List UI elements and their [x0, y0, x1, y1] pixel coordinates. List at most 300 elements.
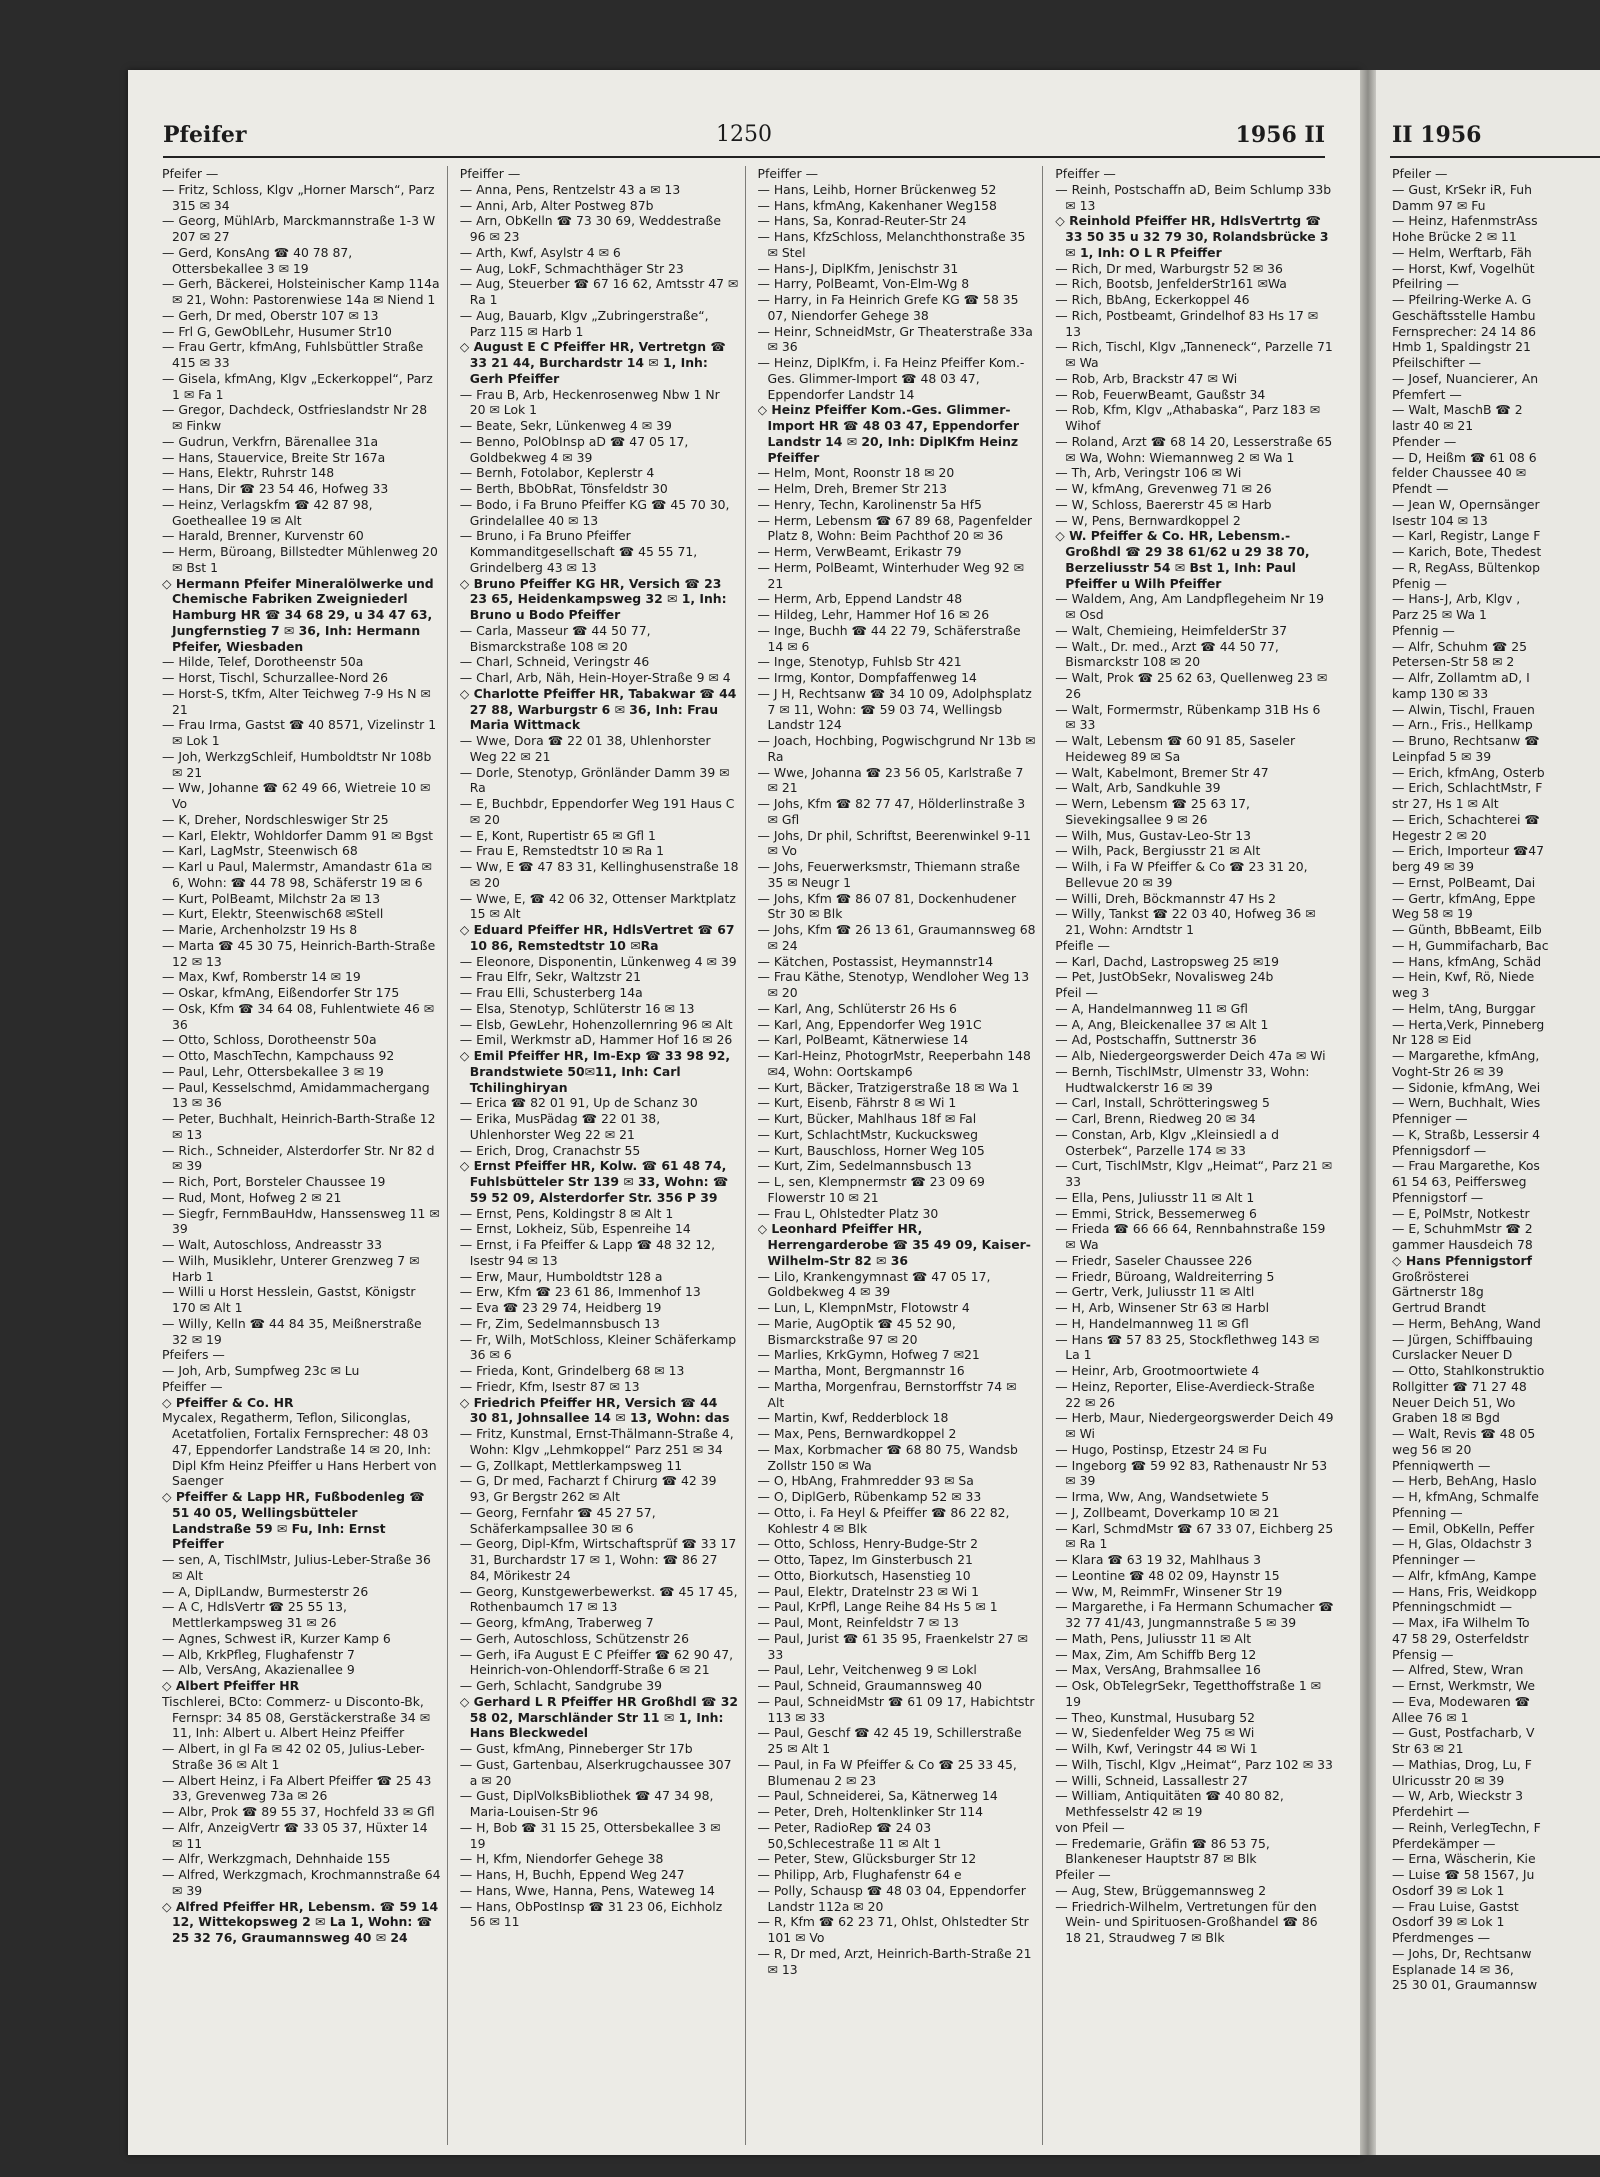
directory-entry: — G, Zollkapt, Mettlerkampsweg 11 — [459, 1457, 683, 1473]
directory-entry: Pfeifle — — [1055, 937, 1110, 953]
directory-entry: — Kurt, PolBeamt, Milchstr 2a ✉ 13 — [162, 890, 381, 906]
directory-entry: Mycalex, Regatherm, Teflon, Siliconglas, Acetatfolien, Fortalix Fernsprecher: 48 03 47, Eppendorfer Landstraße 14 ✉ 20, Inh: Dipl Kfm Heinz Pfeiffer u Hans Herbert von Saenger — [162, 1410, 437, 1489]
next-page-line: Pfendt — — [1392, 481, 1449, 496]
directory-entry: — Bruno, i Fa Bruno Pfeiffer Kommanditgesellschaft ☎ 45 55 71, Grindelberg 43 ✉ 13 — [459, 528, 698, 575]
directory-entry: — Herm, Büroang, Billstedter Mühlenweg 20 ✉ Bst 1 — [162, 544, 438, 575]
directory-entry: — Elsa, Stenotyp, Schlüterstr 16 ✉ 13 — [459, 1000, 695, 1016]
directory-entry: ◇ Hermann Pfeifer Mineralölwerke und Chemische Fabriken Zweigniederl Hamburg HR ☎ 34 68 29, u 34 47 63, Jungfernstieg 7 ✉ 36, Inh: Hermann Pfeifer, Wiesbaden — [162, 575, 434, 654]
directory-entry: ◇ Eduard Pfeiffer HR, HdlsVertret ☎ 67 10 86, Remstedtstr 10 ✉Ra — [459, 922, 735, 953]
book-gutter — [1360, 70, 1376, 2155]
directory-entry: — Frieda ☎ 66 66 64, Rennbahnstraße 159 ✉ Wa — [1055, 1221, 1326, 1252]
directory-entry: — Johs, Kfm ☎ 26 13 61, Graumannsweg 68 ✉ 24 — [757, 922, 1036, 953]
next-page-line: — Heinz, HafenmstrAss — [1392, 213, 1538, 229]
directory-entry: — Carl, Brenn, Riedweg 20 ✉ 34 — [1055, 1111, 1256, 1126]
directory-entry: — Gerh, Schlacht, Sandgrube 39 — [459, 1678, 663, 1693]
directory-entry: — Lun, L, KlempnMstr, Flotowstr 4 — [757, 1300, 970, 1315]
directory-entry: — Kurt, Bücker, Mahlhaus 18f ✉ Fal — [757, 1111, 977, 1126]
directory-entry: — Paul, Lehr, Ottersbekallee 3 ✉ 19 — [162, 1063, 384, 1079]
directory-entry: — Aug, LokF, Schmachthäger Str 23 — [459, 260, 684, 276]
directory-entry: — Gregor, Dachdeck, Ostfrieslandstr Nr 28 ✉ Finkw — [162, 402, 428, 433]
next-page-line: Hohe Brücke 2 ✉ 11 — [1392, 229, 1517, 244]
directory-entry: — Karl, LagMstr, Steenwisch 68 — [162, 843, 358, 859]
directory-columns — [162, 166, 1340, 2145]
directory-entry: — Carl, Install, Schrötteringsweg 5 — [1055, 1095, 1270, 1111]
next-page-line: — H, kfmAng, Schmalfe — [1392, 1489, 1539, 1504]
directory-entry: — Frl G, GewOblLehr, Husumer Str10 — [162, 323, 392, 339]
next-page-line: Hmb 1, Spaldingstr 21 — [1392, 339, 1531, 355]
directory-entry: — Frau E, Remstedtstr 10 ✉ Ra 1 — [459, 843, 665, 859]
directory-entry: — Rich., Schneider, Alsterdorfer Str. Nr 82 d ✉ 39 — [162, 1142, 435, 1174]
directory-entry: — Inge, Stenotyp, Fuhlsb Str 421 — [757, 654, 962, 670]
directory-entry: — Theo, Kunstmal, Husubarg 52 — [1055, 1709, 1255, 1725]
next-page-line: — Otto, Stahlkonstruktio — [1392, 1363, 1545, 1378]
directory-entry: — Friedr, Kfm, Isestr 87 ✉ 13 — [459, 1378, 640, 1394]
directory-entry: — Reinh, Postschaffn aD, Beim Schlump 33b ✉ 13 — [1055, 181, 1332, 213]
next-page-line: — Wern, Buchhalt, Wies — [1392, 1095, 1541, 1111]
directory-entry: — Paul, SchneidMstr ☎ 61 09 17, Habichtstr 113 ✉ 33 — [757, 1693, 1035, 1725]
directory-entry: — W, Pens, Bernwardkoppel 2 — [1055, 512, 1241, 528]
directory-entry: — Georg, MühlArb, Marckmannstraße 1-3 W 207 ✉ 27 — [162, 213, 436, 244]
directory-entry: — Max, Pens, Bernwardkoppel 2 — [757, 1426, 957, 1441]
directory-entry: — Waldem, Ang, Am Landpflegeheim Nr 19 ✉ Osd — [1055, 591, 1325, 622]
next-page-line: Curslacker Neuer D — [1392, 1347, 1513, 1363]
directory-entry: — Dorle, Stenotyp, Grönländer Damm 39 ✉ Ra — [459, 764, 730, 796]
directory-entry: — Erica ☎ 82 01 91, Up de Schanz 30 — [459, 1095, 698, 1111]
directory-entry: Tischlerei, BCto: Commerz- u Disconto-Bk, Fernspr: 34 85 08, Gerstäckerstraße 34 ✉ 11, Inh: Albert u. Albert Heinz Pfeiffer — [162, 1693, 431, 1741]
next-page-edge — [1376, 70, 1600, 2155]
next-page-line: — Alwin, Tischl, Frauen — [1392, 701, 1535, 717]
directory-entry: — Hans, Dir ☎ 23 54 46, Hofweg 33 — [162, 481, 389, 496]
directory-entry: — Pet, JustObSekr, Novalisweg 24b — [1055, 969, 1274, 985]
next-page-line: — Reinh, VerlegTechn, F — [1392, 1819, 1541, 1835]
directory-entry: — Wilh, Mus, Gustav-Leo-Str 13 — [1055, 827, 1251, 843]
directory-entry: — Paul, Kesselschmd, Amidammachergang 13 ✉ 36 — [162, 1079, 430, 1111]
directory-entry: — A, Ang, Bleickenallee 37 ✉ Alt 1 — [1055, 1016, 1269, 1032]
next-page-line: Gärtnerstr 18g — [1392, 1284, 1484, 1300]
next-page-line: Leinpfad 5 ✉ 39 — [1392, 748, 1492, 764]
next-page-line: 25 30 01, Graumannsw — [1392, 1977, 1538, 1993]
directory-entry: — E, Buchbdr, Eppendorfer Weg 191 Haus C ✉ 20 — [459, 796, 735, 827]
next-page-line: Pferdmenges — — [1392, 1930, 1491, 1945]
directory-entry: — Carla, Masseur ☎ 44 50 77, Bismarckstraße 108 ✉ 20 — [459, 622, 651, 654]
directory-entry: — Alfr, AnzeigVertr ☎ 33 05 37, Hüxter 14 ✉ 11 — [162, 1819, 428, 1851]
directory-entry: — Siegfr, FernmBauHdw, Hanssensweg 11 ✉ 39 — [162, 1205, 440, 1237]
next-page-line: — Josef, Nuancierer, An — [1392, 370, 1539, 386]
next-page-line: kamp 130 ✉ 33 — [1392, 685, 1489, 701]
directory-entry: — Philipp, Arb, Flughafenstr 64 e — [757, 1867, 962, 1882]
next-page-line: Pfeilring — — [1392, 276, 1459, 292]
directory-entry: — Polly, Schausp ☎ 48 03 04, Eppendorfer Landstr 112a ✉ 20 — [757, 1882, 1026, 1914]
next-page-line: Geschäftsstelle Hambu — [1392, 307, 1536, 323]
directory-entry: — Willi, Schneid, Lassallestr 27 — [1055, 1772, 1249, 1788]
directory-entry: — Paul, Lehr, Veitchenweg 9 ✉ Lokl — [757, 1662, 977, 1678]
directory-entry: — Frau Elli, Schusterberg 14a — [459, 985, 643, 1000]
directory-entry: ◇ Pfeiffer & Co. HR — [162, 1394, 294, 1410]
next-page-line: Osdorf 39 ✉ Lok 1 — [1392, 1882, 1505, 1898]
directory-entry: — Kurt, Elektr, Steenwisch68 ✉Stell — [162, 906, 384, 922]
directory-entry: — Beate, Sekr, Lünkenweg 4 ✉ 39 — [459, 418, 672, 433]
next-page-line: — Erich, kfmAng, Osterb — [1392, 764, 1545, 780]
next-page-line: Pfennigstorf — — [1392, 1189, 1484, 1205]
directory-entry: — Alfred, Werkzgmach, Krochmannstraße 64 ✉ 39 — [162, 1867, 441, 1898]
directory-entry: — Rich, Postbeamt, Grindelhof 83 Hs 17 ✉ 13 — [1055, 307, 1319, 339]
directory-entry: — H, Kfm, Niendorfer Gehege 38 — [459, 1851, 664, 1867]
directory-entry: — Arth, Kwf, Asylstr 4 ✉ 6 — [459, 244, 621, 260]
directory-entry: — Peter, RadioRep ☎ 24 03 50,Schlecestraße 11 ✉ Alt 1 — [757, 1819, 942, 1851]
directory-entry: — Constan, Arb, Klgv „Kleinsiedl a d Osterbek“, Parzelle 174 ✉ 33 — [1055, 1126, 1279, 1158]
directory-entry: — Albr, Prok ☎ 89 55 37, Hochfeld 33 ✉ Gfl — [162, 1804, 435, 1819]
directory-entry: — Bernh, TischlMstr, Ulmenstr 33, Wohn: Hudtwalckerstr 16 ✉ 39 — [1055, 1063, 1310, 1095]
header-rule — [163, 156, 1325, 158]
directory-entry: — Karl, Ang, Eppendorfer Weg 191C — [757, 1016, 982, 1032]
directory-entry: — Aug, Steuerber ☎ 67 16 62, Amtsstr 47 ✉ Ra 1 — [459, 276, 739, 307]
directory-entry: ◇ W. Pfeiffer & Co. HR, Lebensm.-Großhdl ☎ 29 38 61/62 u 29 38 70, Berzeliusstr 54 ✉ Bst 1, Inh: Paul Pfeiffer u Wilh Pfeiffer — [1055, 528, 1310, 591]
directory-entry: — Bodo, i Fa Bruno Pfeiffer KG ☎ 45 70 30, Grindelallee 40 ✉ 13 — [459, 496, 730, 528]
directory-entry: — Gerd, KonsAng ☎ 40 78 87, Ottersbekallee 3 ✉ 19 — [162, 244, 353, 276]
next-page-line: — Karich, Bote, Thedest — [1392, 544, 1542, 559]
directory-entry: ◇ Pfeiffer & Lapp HR, Fußbodenleg ☎ 51 40 05, Wellingsbütteler Landstraße 59 ✉ Fu, Inh: Ernst Pfeiffer — [162, 1489, 425, 1552]
directory-entry: — Georg, Kunstgewerbewerkst. ☎ 45 17 45, Rothenbaumch 17 ✉ 13 — [459, 1583, 738, 1615]
directory-entry: — Georg, Dipl-Kfm, Wirtschaftsprüf ☎ 33 17 31, Burchardstr 17 ✉ 1, Wohn: ☎ 86 27 84, Mörikestr 24 — [459, 1536, 737, 1583]
directory-entry: — Karl, Dachd, Lastropsweg 25 ✉19 — [1055, 953, 1279, 969]
directory-entry: — Frau Irma, Gastst ☎ 40 8571, Vizelinstr 1 ✉ Lok 1 — [162, 717, 437, 748]
next-page-line: Pfensig — — [1392, 1646, 1454, 1662]
directory-entry: — Friedr, Saseler Chaussee 226 — [1055, 1252, 1253, 1268]
directory-entry: — L, sen, Klempnermstr ☎ 23 09 69 Flowerstr 10 ✉ 21 — [757, 1174, 985, 1205]
next-page-line: Gertrud Brandt — [1392, 1300, 1486, 1315]
next-page-line: — Herm, BehAng, Wand — [1392, 1315, 1541, 1331]
directory-entry: — Martha, Morgenfrau, Bernstorffstr 74 ✉ Alt — [757, 1378, 1017, 1410]
directory-entry: — Hans, Leihb, Horner Brückenweg 52 — [757, 181, 997, 197]
directory-entry: — Kurt, Eisenb, Fährstr 8 ✉ Wi 1 — [757, 1095, 957, 1111]
directory-entry: — Frieda, Kont, Grindelberg 68 ✉ 13 — [459, 1363, 685, 1378]
directory-entry: — Kätchen, Postassist, Heymannstr14 — [757, 953, 994, 969]
directory-entry: ◇ Bruno Pfeiffer KG HR, Versich ☎ 23 23 65, Heidenkampsweg 32 ✉ 1, Inh: Bruno u Bodo Pfeiffer — [459, 575, 727, 622]
directory-entry: — O, DiplGerb, Rübenkamp 52 ✉ 33 — [757, 1489, 982, 1504]
directory-entry: — Karl, Ang, Schlüterstr 26 Hs 6 — [757, 1000, 957, 1016]
directory-entry: — Alb, Niedergeorgswerder Deich 47a ✉ Wi — [1055, 1048, 1326, 1063]
directory-entry: ◇ Emil Pfeiffer HR, Im-Exp ☎ 33 98 92, Brandstwiete 50✉11, Inh: Carl Tchilinghiryan — [459, 1048, 731, 1095]
directory-entry: — Gerh, Dr med, Oberstr 107 ✉ 13 — [162, 307, 379, 323]
directory-entry: — Willy, Kelln ☎ 44 84 35, Meißnerstraße 32 ✉ 19 — [162, 1315, 422, 1347]
directory-entry: — Herm, VerwBeamt, Erikastr 79 — [757, 544, 962, 559]
page-number: 1250 — [716, 122, 772, 147]
next-page-line: — W, Arb, Wieckstr 3 — [1392, 1788, 1524, 1804]
directory-entry: — Heinz, DiplKfm, i. Fa Heinz Pfeiffer Kom.-Ges. Glimmer-Import ☎ 48 03 47, Eppendorfer Landstr 14 — [757, 355, 1025, 402]
next-page-line: Isestr 104 ✉ 13 — [1392, 512, 1488, 528]
directory-entry: — Osk, Kfm ☎ 34 64 08, Fuhlentwiete 46 ✉ 36 — [162, 1000, 435, 1032]
directory-entry: — Hans, H, Buchh, Eppend Weg 247 — [459, 1867, 685, 1882]
directory-entry: Pfeiler — — [1055, 1867, 1111, 1882]
directory-entry: — Marie, Archenholzstr 19 Hs 8 — [162, 922, 358, 937]
directory-entry: — Friedr, Büroang, Waldreiterring 5 — [1055, 1268, 1275, 1284]
directory-entry: — Anna, Pens, Rentzelstr 43 a ✉ 13 — [459, 181, 681, 197]
directory-entry: — Kurt, Zim, Sedelmannsbusch 13 — [757, 1158, 972, 1174]
directory-entry: — Peter, Buchhalt, Heinrich-Barth-Straße 12 ✉ 13 — [162, 1111, 436, 1142]
directory-entry: — Ad, Postschaffn, Suttnerstr 36 — [1055, 1032, 1257, 1048]
directory-entry: — Martha, Mont, Bergmannstr 16 — [757, 1363, 965, 1378]
directory-entry: — Wwe, Dora ☎ 22 01 38, Uhlenhorster Weg 22 ✉ 21 — [459, 733, 711, 764]
directory-entry: — Rob, Kfm, Klgv „Athabaska“, Parz 183 ✉ Wihof — [1055, 402, 1321, 433]
directory-entry: — Paul, KrPfl, Lange Reihe 84 Hs 5 ✉ 1 — [757, 1599, 998, 1615]
directory-entry: ◇ Gerhard L R Pfeiffer HR Großhdl ☎ 32 58 02, Marschländer Str 11 ✉ 1, Inh: Hans Bleckwedel — [459, 1693, 738, 1741]
directory-entry: — R, Dr med, Arzt, Heinrich-Barth-Straße 21 ✉ 13 — [757, 1945, 1032, 1977]
directory-entry: — Frau L, Ohlstedter Platz 30 — [757, 1205, 939, 1221]
directory-entry: — Hans, KfzSchloss, Melanchthonstraße 35 ✉ Stel — [757, 229, 1026, 260]
directory-entry: — Walt, Formermstr, Rübenkamp 31B Hs 6 ✉ 33 — [1055, 701, 1321, 733]
column-2 — [460, 166, 746, 2145]
directory-entry: — Oskar, kfmAng, Eißendorfer Str 175 — [162, 985, 400, 1000]
next-page-line: Pferdekämper — — [1392, 1835, 1496, 1851]
directory-entry: — Kurt, SchlachtMstr, Kuckucksweg — [757, 1126, 978, 1142]
directory-entry: — H, Arb, Winsener Str 63 ✉ Harbl — [1055, 1300, 1270, 1315]
directory-entry: — Emmi, Strick, Bessemerweg 6 — [1055, 1205, 1257, 1221]
directory-entry: — H, Handelmannweg 11 ✉ Gfl — [1055, 1315, 1249, 1331]
directory-entry: — Albert, in gl Fa ✉ 42 02 05, Julius-Leber-Straße 36 ✉ Alt 1 — [162, 1741, 425, 1772]
directory-entry: — Margarethe, i Fa Hermann Schumacher ☎ 32 77 41/43, Jungmannstraße 5 ✉ 39 — [1055, 1599, 1334, 1630]
directory-entry: ◇ Reinhold Pfeiffer HR, HdlsVertrtg ☎ 33 50 35 u 32 79 30, Rolandsbrücke 3 ✉ 1, Inh: O L R Pfeiffer — [1055, 213, 1329, 260]
directory-entry: — Gerh, iFa August E C Pfeiffer ☎ 62 90 47, Heinrich-von-Ohlendorff-Straße 6 ✉ 21 — [459, 1646, 734, 1678]
directory-entry: — Albert Heinz, i Fa Albert Pfeiffer ☎ 25 43 33, Grevenweg 73a ✉ 26 — [162, 1772, 432, 1804]
directory-entry: — Erw, Maur, Humboldtstr 128 a — [459, 1268, 663, 1284]
directory-entry: ◇ Leonhard Pfeiffer HR, Herrengarderobe ☎ 35 49 09, Kaiser-Wilhelm-Str 82 ✉ 36 — [757, 1221, 1031, 1268]
next-page-line: Voght-Str 26 ✉ 39 — [1392, 1063, 1504, 1079]
next-page-line: gammer Hausdeich 78 — [1392, 1237, 1533, 1252]
next-page-line: — Hans, Fris, Weidkopp — [1392, 1583, 1538, 1599]
directory-entry: — Willi u Horst Hesslein, Gastst, Königstr 170 ✉ Alt 1 — [162, 1284, 416, 1315]
directory-entry: — Wilh, Pack, Bergiusstr 21 ✉ Alt — [1055, 843, 1261, 859]
next-page-line: — Horst, Kwf, Vogelhüt — [1392, 260, 1535, 276]
directory-entry: Pfeiffer — — [162, 1378, 223, 1394]
next-page-line: — Frau Margarethe, Kos — [1392, 1158, 1540, 1174]
directory-entry: — Hugo, Postinsp, Etzestr 24 ✉ Fu — [1055, 1441, 1267, 1457]
next-page-line: Petersen-Str 58 ✉ 2 — [1392, 654, 1515, 670]
directory-entry: — Bernh, Fotolabor, Keplerstr 4 — [459, 465, 655, 481]
next-page-line: lastr 40 ✉ 21 — [1392, 418, 1474, 433]
directory-entry: — Kurt, Bauschloss, Horner Weg 105 — [757, 1142, 985, 1158]
next-page-line: Neuer Deich 51, Wo — [1392, 1394, 1516, 1410]
directory-entry: — Otto, Schloss, Dorotheenstr 50a — [162, 1032, 377, 1048]
directory-entry: — Rich, Tischl, Klgv „Tanneneck“, Parzelle 71 ✉ Wa — [1055, 339, 1333, 370]
next-page-line: — Ernst, Werkmstr, We — [1392, 1678, 1535, 1693]
next-page-line: — Gertr, kfmAng, Eppe — [1392, 890, 1536, 906]
directory-entry: — sen, A, TischlMstr, Julius-Leber-Straße 36 ✉ Alt — [162, 1552, 431, 1583]
directory-entry: — Ernst, Lokheiz, Süb, Espenreihe 14 — [459, 1221, 691, 1237]
directory-entry: — Paul, Mont, Reinfeldstr 7 ✉ 13 — [757, 1615, 959, 1630]
directory-entry: — Johs, Feuerwerksmstr, Thiemann straße 35 ✉ Neugr 1 — [757, 859, 1020, 890]
directory-entry: — Anni, Arb, Alter Postweg 87b — [459, 197, 654, 213]
directory-entry: ◇ Alfred Pfeiffer HR, Lebensm. ☎ 59 14 12, Wittekopsweg 2 ✉ La 1, Wohn: ☎ 25 32 76, Graumannsweg 40 ✉ 24 — [162, 1898, 439, 1945]
directory-entry: — Leontine ☎ 48 02 09, Haynstr 15 — [1055, 1567, 1280, 1583]
directory-entry: — Rob, Arb, Brackstr 47 ✉ Wi — [1055, 370, 1238, 386]
directory-entry: — Paul, Schneiderei, Sa, Kätnerweg 14 — [757, 1788, 998, 1804]
directory-entry: — Math, Pens, Juliusstr 11 ✉ Alt — [1055, 1630, 1252, 1646]
next-page-line: — R, RegAss, Bültenkop — [1392, 559, 1540, 575]
directory-entry: von Pfeil — — [1055, 1819, 1125, 1835]
next-page-line: weg 56 ✉ 20 — [1392, 1441, 1472, 1457]
next-page-line: — Sidonie, kfmAng, Wei — [1392, 1079, 1541, 1095]
next-page-line: — Helm, tAng, Burggar — [1392, 1000, 1536, 1016]
next-page-line: Parz 25 ✉ Wa 1 — [1392, 607, 1487, 622]
directory-entry: — Paul, Elektr, Dratelnstr 23 ✉ Wi 1 — [757, 1583, 980, 1599]
directory-entry: — Walt, Kabelmont, Bremer Str 47 — [1055, 764, 1269, 780]
directory-entry: — W, Schloss, Baererstr 45 ✉ Harb — [1055, 496, 1272, 512]
next-page-line: — Hein, Kwf, Rö, Niede — [1392, 969, 1535, 985]
directory-entry: — Ernst, i Fa Pfeiffer & Lapp ☎ 48 32 12, Isestr 94 ✉ 13 — [459, 1237, 716, 1268]
directory-entry: — Hans, ObPostInsp ☎ 31 23 06, Eichholz 56 ✉ 11 — [459, 1898, 723, 1930]
directory-entry: — Alb, KrkPfleg, Flughafenstr 7 — [162, 1646, 355, 1662]
next-page-line: Großrösterei — [1392, 1268, 1470, 1284]
directory-entry: — Willi, Dreh, Böckmannstr 47 Hs 2 — [1055, 890, 1277, 906]
directory-entry: — W, kfmAng, Grevenweg 71 ✉ 26 — [1055, 481, 1272, 496]
next-page-line: Str 63 ✉ 21 — [1392, 1741, 1464, 1756]
directory-entry: — Emil, Werkmstr aD, Hammer Hof 16 ✉ 26 — [459, 1032, 733, 1048]
next-page-line: Pferdehirt — — [1392, 1804, 1470, 1819]
next-page-line: 47 58 29, Osterfeldstr — [1392, 1630, 1529, 1646]
next-page-line: Pfennig — — [1392, 622, 1455, 638]
directory-entry: — H, Bob ☎ 31 15 25, Ottersbekallee 3 ✉ 19 — [459, 1819, 721, 1851]
directory-entry: — Arn, ObKelln ☎ 73 30 69, Weddestraße 96 ✉ 23 — [459, 213, 721, 244]
next-page-line: Osdorf 39 ✉ Lok 1 — [1392, 1914, 1505, 1930]
directory-entry: — Th, Arb, Veringstr 106 ✉ Wi — [1055, 465, 1242, 481]
directory-entry: — Karl, SchmdMstr ☎ 67 33 07, Eichberg 25 ✉ Ra 1 — [1055, 1520, 1334, 1552]
directory-entry: — Heinz, Reporter, Elise-Averdieck-Straße 22 ✉ 26 — [1055, 1378, 1315, 1410]
next-page-line: weg 3 — [1392, 985, 1430, 1000]
next-page-line: — Eva, Modewaren ☎ — [1392, 1693, 1531, 1709]
next-page-header-rule — [1390, 156, 1600, 158]
next-page-line: Pfenniqwerth — — [1392, 1457, 1491, 1473]
directory-entry: — Rud, Mont, Hofweg 2 ✉ 21 — [162, 1189, 342, 1205]
directory-entry: — Fredemarie, Gräfin ☎ 86 53 75, Blankeneser Hauptstr 87 ✉ Blk — [1055, 1835, 1270, 1867]
directory-entry: — Berth, BbObRat, Tönsfeldstr 30 — [459, 481, 668, 496]
directory-entry: — Erika, MusPädag ☎ 22 01 38, Uhlenhorster Weg 22 ✉ 21 — [459, 1111, 661, 1142]
directory-entry: — Rich, Port, Borsteler Chaussee 19 — [162, 1174, 386, 1189]
directory-entry: — Herm, Lebensm ☎ 67 89 68, Pagenfelder Platz 8, Wohn: Beim Pachthof 20 ✉ 36 — [757, 512, 1032, 544]
directory-entry: — Gudrun, Verkfrn, Bärenallee 31a — [162, 433, 379, 449]
next-page-line: — Max, iFa Wilhelm To — [1392, 1615, 1530, 1630]
directory-entry: ◇ Albert Pfeiffer HR — [162, 1678, 300, 1693]
directory-entry: Pfeifer — — [162, 166, 219, 181]
directory-entry: — Walt., Dr. med., Arzt ☎ 44 50 77, Bismarckstr 108 ✉ 20 — [1055, 638, 1279, 670]
directory-entry: — A, DiplLandw, Burmesterstr 26 — [162, 1583, 369, 1599]
directory-entry: — Peter, Dreh, Holtenklinker Str 114 — [757, 1804, 984, 1819]
directory-entry: — Ww, Johanne ☎ 62 49 66, Wietreie 10 ✉ Vo — [162, 780, 431, 811]
directory-entry: — Elsb, GewLehr, Hohenzollernring 96 ✉ Alt — [459, 1016, 733, 1032]
next-page-line: — Margarethe, kfmAng, — [1392, 1048, 1540, 1063]
next-page-line: Pfenning — — [1392, 1504, 1463, 1520]
next-page-line: berg 49 ✉ 39 — [1392, 859, 1474, 874]
directory-entry: — Marta ☎ 45 30 75, Heinrich-Barth-Straße 12 ✉ 13 — [162, 937, 436, 969]
directory-entry: — Hildeg, Lehr, Hammer Hof 16 ✉ 26 — [757, 607, 990, 622]
next-page-line: — Hans, kfmAng, Schäd — [1392, 953, 1542, 969]
next-page-line: Pfeilschifter — — [1392, 355, 1481, 370]
directory-entry: — Friedrich-Wilhelm, Vertretungen für den Wein- und Spirituosen-Großhandel ☎ 86 18 21, Straudweg 7 ✉ Blk — [1055, 1898, 1318, 1945]
directory-entry: — Joh, WerkzgSchleif, Humboldtstr Nr 108b ✉ 21 — [162, 748, 432, 780]
directory-entry: — E, Kont, Rupertistr 65 ✉ Gfl 1 — [459, 827, 656, 843]
directory-entry: — Gust, DiplVolksBibliothek ☎ 47 34 98, Maria-Louisen-Str 96 — [459, 1788, 714, 1819]
directory-entry: — Lilo, Krankengymnast ☎ 47 05 17, Goldbekweg 4 ✉ 39 — [757, 1268, 991, 1300]
directory-entry: — Walt, Chemieing, HeimfelderStr 37 — [1055, 622, 1288, 638]
directory-entry: — Ernst, Pens, Koldingstr 8 ✉ Alt 1 — [459, 1205, 674, 1221]
next-page-line: ◇ Hans Pfennigstorf — [1392, 1252, 1533, 1268]
directory-entry: — Walt, Prok ☎ 25 62 63, Quellenweg 23 ✉ 26 — [1055, 670, 1328, 701]
next-page-line: Hegestr 2 ✉ 20 — [1392, 827, 1487, 843]
header-keyword: Pfeifer — [163, 122, 247, 148]
directory-entry: Pfeiffer — — [459, 166, 521, 181]
next-page-line: — H, Glas, Oldachstr 3 — [1392, 1536, 1533, 1552]
directory-entry: Pfeifers — — [162, 1347, 225, 1363]
directory-entry: — Harry, in Fa Heinrich Grefe KG ☎ 58 35 07, Niendorfer Gehege 38 — [757, 292, 1019, 323]
next-page-line: Esplanade 14 ✉ 36, — [1392, 1961, 1514, 1977]
directory-entry: — William, Antiquitäten ☎ 40 80 82, Methfesselstr 42 ✉ 19 — [1055, 1788, 1284, 1819]
directory-entry: — Otto, i. Fa Heyl & Pfeiffer ☎ 86 22 82, Kohlestr 4 ✉ Blk — [757, 1504, 1010, 1536]
directory-entry: — Osk, ObTelegrSekr, Tegetthoffstraße 1 ✉ 19 — [1055, 1678, 1322, 1709]
directory-entry: — Johs, Kfm ☎ 86 07 81, Dockenhudener Str 30 ✉ Blk — [757, 890, 1017, 922]
directory-entry: — Paul, in Fa W Pfeiffer & Co ☎ 25 33 45, Blumenau 2 ✉ 23 — [757, 1756, 1017, 1788]
next-page-line: Pfemfert — — [1392, 386, 1462, 402]
page-header — [163, 122, 1325, 156]
next-page-line: Rollgitter ☎ 71 27 48 — [1392, 1378, 1527, 1394]
directory-entry: — Alfr, Werkzgmach, Dehnhaide 155 — [162, 1851, 391, 1867]
column-4 — [1055, 166, 1340, 2145]
directory-entry: — Rich, Dr med, Warburgstr 52 ✉ 36 — [1055, 260, 1283, 276]
directory-entry: — Klara ☎ 63 19 32, Mahlhaus 3 — [1055, 1552, 1261, 1567]
directory-entry: — K, Dreher, Nordschleswiger Str 25 — [162, 811, 389, 827]
directory-entry: — Otto, MaschTechn, Kampchauss 92 — [162, 1048, 395, 1063]
directory-entry: — R, Kfm ☎ 62 23 71, Ohlst, Ohlstedter Str 101 ✉ Vo — [757, 1914, 1029, 1945]
directory-entry: — Ww, M, ReimmFr, Winsener Str 19 — [1055, 1583, 1283, 1599]
directory-entry: — Hans, Sa, Konrad-Reuter-Str 24 — [757, 213, 967, 229]
directory-entry: — Benno, PolObInsp aD ☎ 47 05 17, Goldbekweg 4 ✉ 39 — [459, 433, 689, 465]
next-page-line: — Gust, Postfacharb, V — [1392, 1725, 1535, 1741]
next-page-line: — Alfr, Zollamtm aD, I — [1392, 670, 1530, 685]
directory-entry: — Gerh, Autoschloss, Schützenstr 26 — [459, 1630, 689, 1646]
directory-entry: — Karl u Paul, Malermstr, Amandastr 61a ✉ 6, Wohn: ☎ 44 78 98, Schäferstr 19 ✉ 6 — [162, 859, 432, 890]
directory-entry: — Gertr, Verk, Juliusstr 11 ✉ Altl — [1055, 1284, 1255, 1300]
directory-entry: — Hans, Stauervice, Breite Str 167a — [162, 449, 386, 465]
directory-entry: — Otto, Schloss, Henry-Budge-Str 2 — [757, 1536, 978, 1552]
directory-entry: — J H, Rechtsanw ☎ 34 10 09, Adolphsplatz 7 ✉ 11, Wohn: ☎ 59 03 74, Wellingsb Landstr 124 — [757, 685, 1032, 733]
directory-page — [128, 70, 1360, 2155]
directory-entry: ◇ Ernst Pfeiffer HR, Kolw. ☎ 61 48 74, Fuhlsbütteler Str 139 ✉ 33, Wohn: ☎ 59 52 09, Alsterdorfer Str. 356 P 39 — [459, 1158, 729, 1205]
next-page-line: 61 54 63, Peiffersweg — [1392, 1174, 1527, 1189]
directory-entry: — Inge, Buchh ☎ 44 22 79, Schäferstraße 14 ✉ 6 — [757, 622, 1021, 654]
directory-entry: — G, Dr med, Facharzt f Chirurg ☎ 42 39 93, Gr Bergstr 262 ✉ Alt — [459, 1473, 717, 1504]
next-page-line: — E, PolMstr, Notkestr — [1392, 1205, 1530, 1221]
directory-entry: — Eva ☎ 23 29 74, Heidberg 19 — [459, 1300, 662, 1315]
directory-entry: — Eleonore, Disponentin, Lünkenweg 4 ✉ 39 — [459, 953, 737, 969]
directory-entry: — Irmg, Kontor, Dompfaffenweg 14 — [757, 670, 977, 685]
directory-entry: — W, Siedenfelder Weg 75 ✉ Wi — [1055, 1725, 1255, 1741]
directory-entry: — Wwe, E, ☎ 42 06 32, Ottenser Marktplatz 15 ✉ Alt — [459, 890, 736, 922]
next-page-line: — D, Heißm ☎ 61 08 6 — [1392, 449, 1537, 465]
directory-entry: ◇ Charlotte Pfeiffer HR, Tabakwar ☎ 44 27 88, Warburgstr 6 ✉ 36, Inh: Frau Maria Wittmack — [459, 685, 737, 733]
directory-entry: — Max, Kwf, Romberstr 14 ✉ 19 — [162, 969, 361, 985]
directory-entry: — Erw, Kfm ☎ 23 61 86, Immenhof 13 — [459, 1284, 701, 1300]
next-page-line: — Ernst, PolBeamt, Dai — [1392, 874, 1536, 890]
directory-entry: — Heinr, Arb, Grootmoortwiete 4 — [1055, 1363, 1260, 1378]
next-page-line: Allee 76 ✉ 1 — [1392, 1709, 1469, 1725]
directory-entry: ◇ Heinz Pfeiffer Kom.-Ges. Glimmer-Import HR ☎ 48 03 47, Eppendorfer Landstr 14 ✉ 20, Inh: DiplKfm Heinz Pfeiffer — [757, 402, 1019, 465]
directory-entry: — Rich, Bootsb, JenfelderStr161 ✉Wa — [1055, 276, 1287, 292]
next-page-line: — Frau Luise, Gastst — [1392, 1898, 1519, 1914]
directory-entry: — Max, VersAng, Brahmsallee 16 — [1055, 1662, 1261, 1678]
next-page-line: — Walt, MaschB ☎ 2 — [1392, 402, 1523, 418]
directory-entry: — Martin, Kwf, Redderblock 18 — [757, 1410, 949, 1426]
next-page-line: felder Chaussee 40 ✉ — [1392, 465, 1527, 481]
next-page-line: Pfenninger — — [1392, 1552, 1476, 1567]
directory-entry: — Karl, PolBeamt, Kätnerwiese 14 — [757, 1032, 969, 1048]
